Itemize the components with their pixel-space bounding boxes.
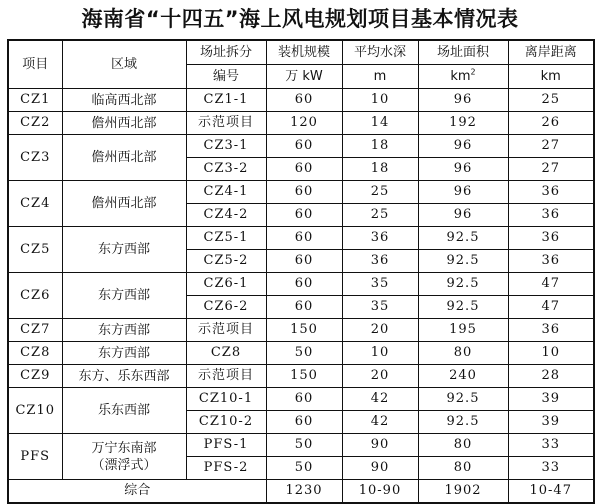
cell-project: CZ7	[8, 319, 62, 342]
cell-region: 乐东西部	[62, 388, 186, 434]
cell-area: 96	[418, 181, 508, 204]
cell-region: 东方西部	[62, 227, 186, 273]
cell-distance: 39	[508, 411, 594, 434]
cell-site-code: CZ1-1	[186, 89, 266, 112]
cell-depth: 42	[342, 388, 418, 411]
table-row	[8, 135, 594, 158]
cell-capacity: 60	[266, 227, 342, 250]
cell-site-code: PFS-2	[186, 457, 266, 480]
cell-distance: 27	[508, 158, 594, 181]
table-row	[8, 388, 594, 411]
cell-capacity: 60	[266, 204, 342, 227]
cell-depth: 42	[342, 411, 418, 434]
header-site-code: 场址拆分	[186, 40, 266, 65]
cell-site-code: CZ10-1	[186, 388, 266, 411]
cell-project: CZ9	[8, 365, 62, 388]
cell-area: 92.5	[418, 227, 508, 250]
cell-site-code: CZ4-2	[186, 204, 266, 227]
cell-distance: 47	[508, 296, 594, 319]
table-row	[8, 112, 594, 135]
cell-site-code: CZ6-2	[186, 296, 266, 319]
cell-distance: 10	[508, 342, 594, 365]
cell-capacity: 60	[266, 181, 342, 204]
table-row	[8, 227, 594, 250]
cell-project: CZ4	[8, 181, 62, 227]
cell-region: 儋州西北部	[62, 112, 186, 135]
area-unit-base: km	[450, 68, 471, 84]
cell-site-code: 示范项目	[186, 319, 266, 342]
table-body	[8, 89, 594, 480]
cell-region: 东方西部	[62, 273, 186, 319]
cell-site-code: CZ8	[186, 342, 266, 365]
cell-site-code: CZ6-1	[186, 273, 266, 296]
cell-distance: 36	[508, 204, 594, 227]
cell-project: CZ1	[8, 89, 62, 112]
cell-distance: 36	[508, 181, 594, 204]
header-region: 区域	[62, 40, 186, 89]
cell-depth: 14	[342, 112, 418, 135]
cell-region: 儋州西北部	[62, 135, 186, 181]
cell-area: 80	[418, 342, 508, 365]
cell-capacity: 60	[266, 89, 342, 112]
header-project: 项目	[8, 40, 62, 89]
cell-project: CZ3	[8, 135, 62, 181]
cell-depth: 18	[342, 158, 418, 181]
total-depth: 10-90	[342, 480, 418, 504]
cell-capacity: 60	[266, 250, 342, 273]
cell-site-code: CZ3-1	[186, 135, 266, 158]
cell-depth: 10	[342, 89, 418, 112]
cell-depth: 35	[342, 273, 418, 296]
cell-distance: 28	[508, 365, 594, 388]
cell-region: 东方、乐东西部	[62, 365, 186, 388]
cell-region: 万宁东南部 （漂浮式）	[62, 434, 186, 480]
table-row	[8, 434, 594, 457]
header-capacity: 装机规模	[266, 40, 342, 65]
table-row	[8, 365, 594, 388]
cell-depth: 36	[342, 227, 418, 250]
cell-distance: 26	[508, 112, 594, 135]
cell-area: 92.5	[418, 296, 508, 319]
cell-area: 96	[418, 158, 508, 181]
header-depth-unit: m	[342, 65, 418, 89]
cell-site-code: CZ4-1	[186, 181, 266, 204]
total-area: 1902	[418, 480, 508, 504]
header-distance-unit: km	[508, 65, 594, 89]
cell-capacity: 60	[266, 388, 342, 411]
table-row	[8, 181, 594, 204]
cell-distance: 36	[508, 319, 594, 342]
table-row	[8, 89, 594, 112]
cell-distance: 33	[508, 457, 594, 480]
cell-project: PFS	[8, 434, 62, 480]
cell-capacity: 60	[266, 411, 342, 434]
cell-region: 东方西部	[62, 319, 186, 342]
cell-distance: 36	[508, 227, 594, 250]
cell-site-code: CZ5-2	[186, 250, 266, 273]
cell-distance: 47	[508, 273, 594, 296]
table-row	[8, 273, 594, 296]
table-row	[8, 319, 594, 342]
cell-capacity: 60	[266, 296, 342, 319]
cell-depth: 25	[342, 204, 418, 227]
cell-area: 96	[418, 89, 508, 112]
cell-site-code: 示范项目	[186, 365, 266, 388]
header-site-code-line2: 编号	[186, 65, 266, 89]
cell-region: 临高西北部	[62, 89, 186, 112]
cell-capacity: 60	[266, 273, 342, 296]
cell-depth: 20	[342, 319, 418, 342]
total-distance: 10-47	[508, 480, 594, 504]
cell-area: 240	[418, 365, 508, 388]
table-row	[8, 342, 594, 365]
cell-depth: 90	[342, 457, 418, 480]
cell-region: 东方西部	[62, 342, 186, 365]
cell-capacity: 150	[266, 319, 342, 342]
cell-project: CZ5	[8, 227, 62, 273]
cell-area: 192	[418, 112, 508, 135]
cell-project: CZ6	[8, 273, 62, 319]
cell-area: 92.5	[418, 411, 508, 434]
cell-project: CZ2	[8, 112, 62, 135]
cell-capacity: 50	[266, 434, 342, 457]
cell-depth: 90	[342, 434, 418, 457]
cell-project: CZ8	[8, 342, 62, 365]
cell-area: 80	[418, 434, 508, 457]
header-depth: 平均水深	[342, 40, 418, 65]
cell-capacity: 60	[266, 135, 342, 158]
cell-capacity: 150	[266, 365, 342, 388]
cell-depth: 25	[342, 181, 418, 204]
cell-area: 195	[418, 319, 508, 342]
cell-capacity: 120	[266, 112, 342, 135]
cell-distance: 25	[508, 89, 594, 112]
cell-capacity: 50	[266, 457, 342, 480]
cell-area: 92.5	[418, 388, 508, 411]
cell-area: 80	[418, 457, 508, 480]
total-row	[8, 480, 594, 504]
wind-farm-table	[7, 39, 595, 504]
cell-depth: 20	[342, 365, 418, 388]
cell-site-code: CZ10-2	[186, 411, 266, 434]
cell-site-code: CZ3-2	[186, 158, 266, 181]
cell-area: 92.5	[418, 273, 508, 296]
header-distance: 离岸距离	[508, 40, 594, 65]
cell-area: 96	[418, 135, 508, 158]
cell-area: 92.5	[418, 250, 508, 273]
header-area: 场址面积	[418, 40, 508, 65]
cell-site-code: CZ5-1	[186, 227, 266, 250]
cell-capacity: 60	[266, 158, 342, 181]
cell-site-code: 示范项目	[186, 112, 266, 135]
header-capacity-unit: 万 kW	[266, 65, 342, 89]
cell-capacity: 50	[266, 342, 342, 365]
cell-region: 儋州西北部	[62, 181, 186, 227]
cell-depth: 35	[342, 296, 418, 319]
header-area-unit	[418, 65, 508, 89]
total-capacity: 1230	[266, 480, 342, 504]
cell-site-code: PFS-1	[186, 434, 266, 457]
cell-distance: 39	[508, 388, 594, 411]
total-label: 综合	[8, 480, 266, 504]
table-title: 海南省“十四五”海上风电规划项目基本情况表	[81, 7, 519, 31]
cell-project: CZ10	[8, 388, 62, 434]
cell-depth: 36	[342, 250, 418, 273]
cell-depth: 10	[342, 342, 418, 365]
cell-distance: 36	[508, 250, 594, 273]
cell-area: 96	[418, 204, 508, 227]
cell-distance: 33	[508, 434, 594, 457]
area-unit-exp: 2	[470, 67, 476, 77]
cell-depth: 18	[342, 135, 418, 158]
cell-distance: 27	[508, 135, 594, 158]
